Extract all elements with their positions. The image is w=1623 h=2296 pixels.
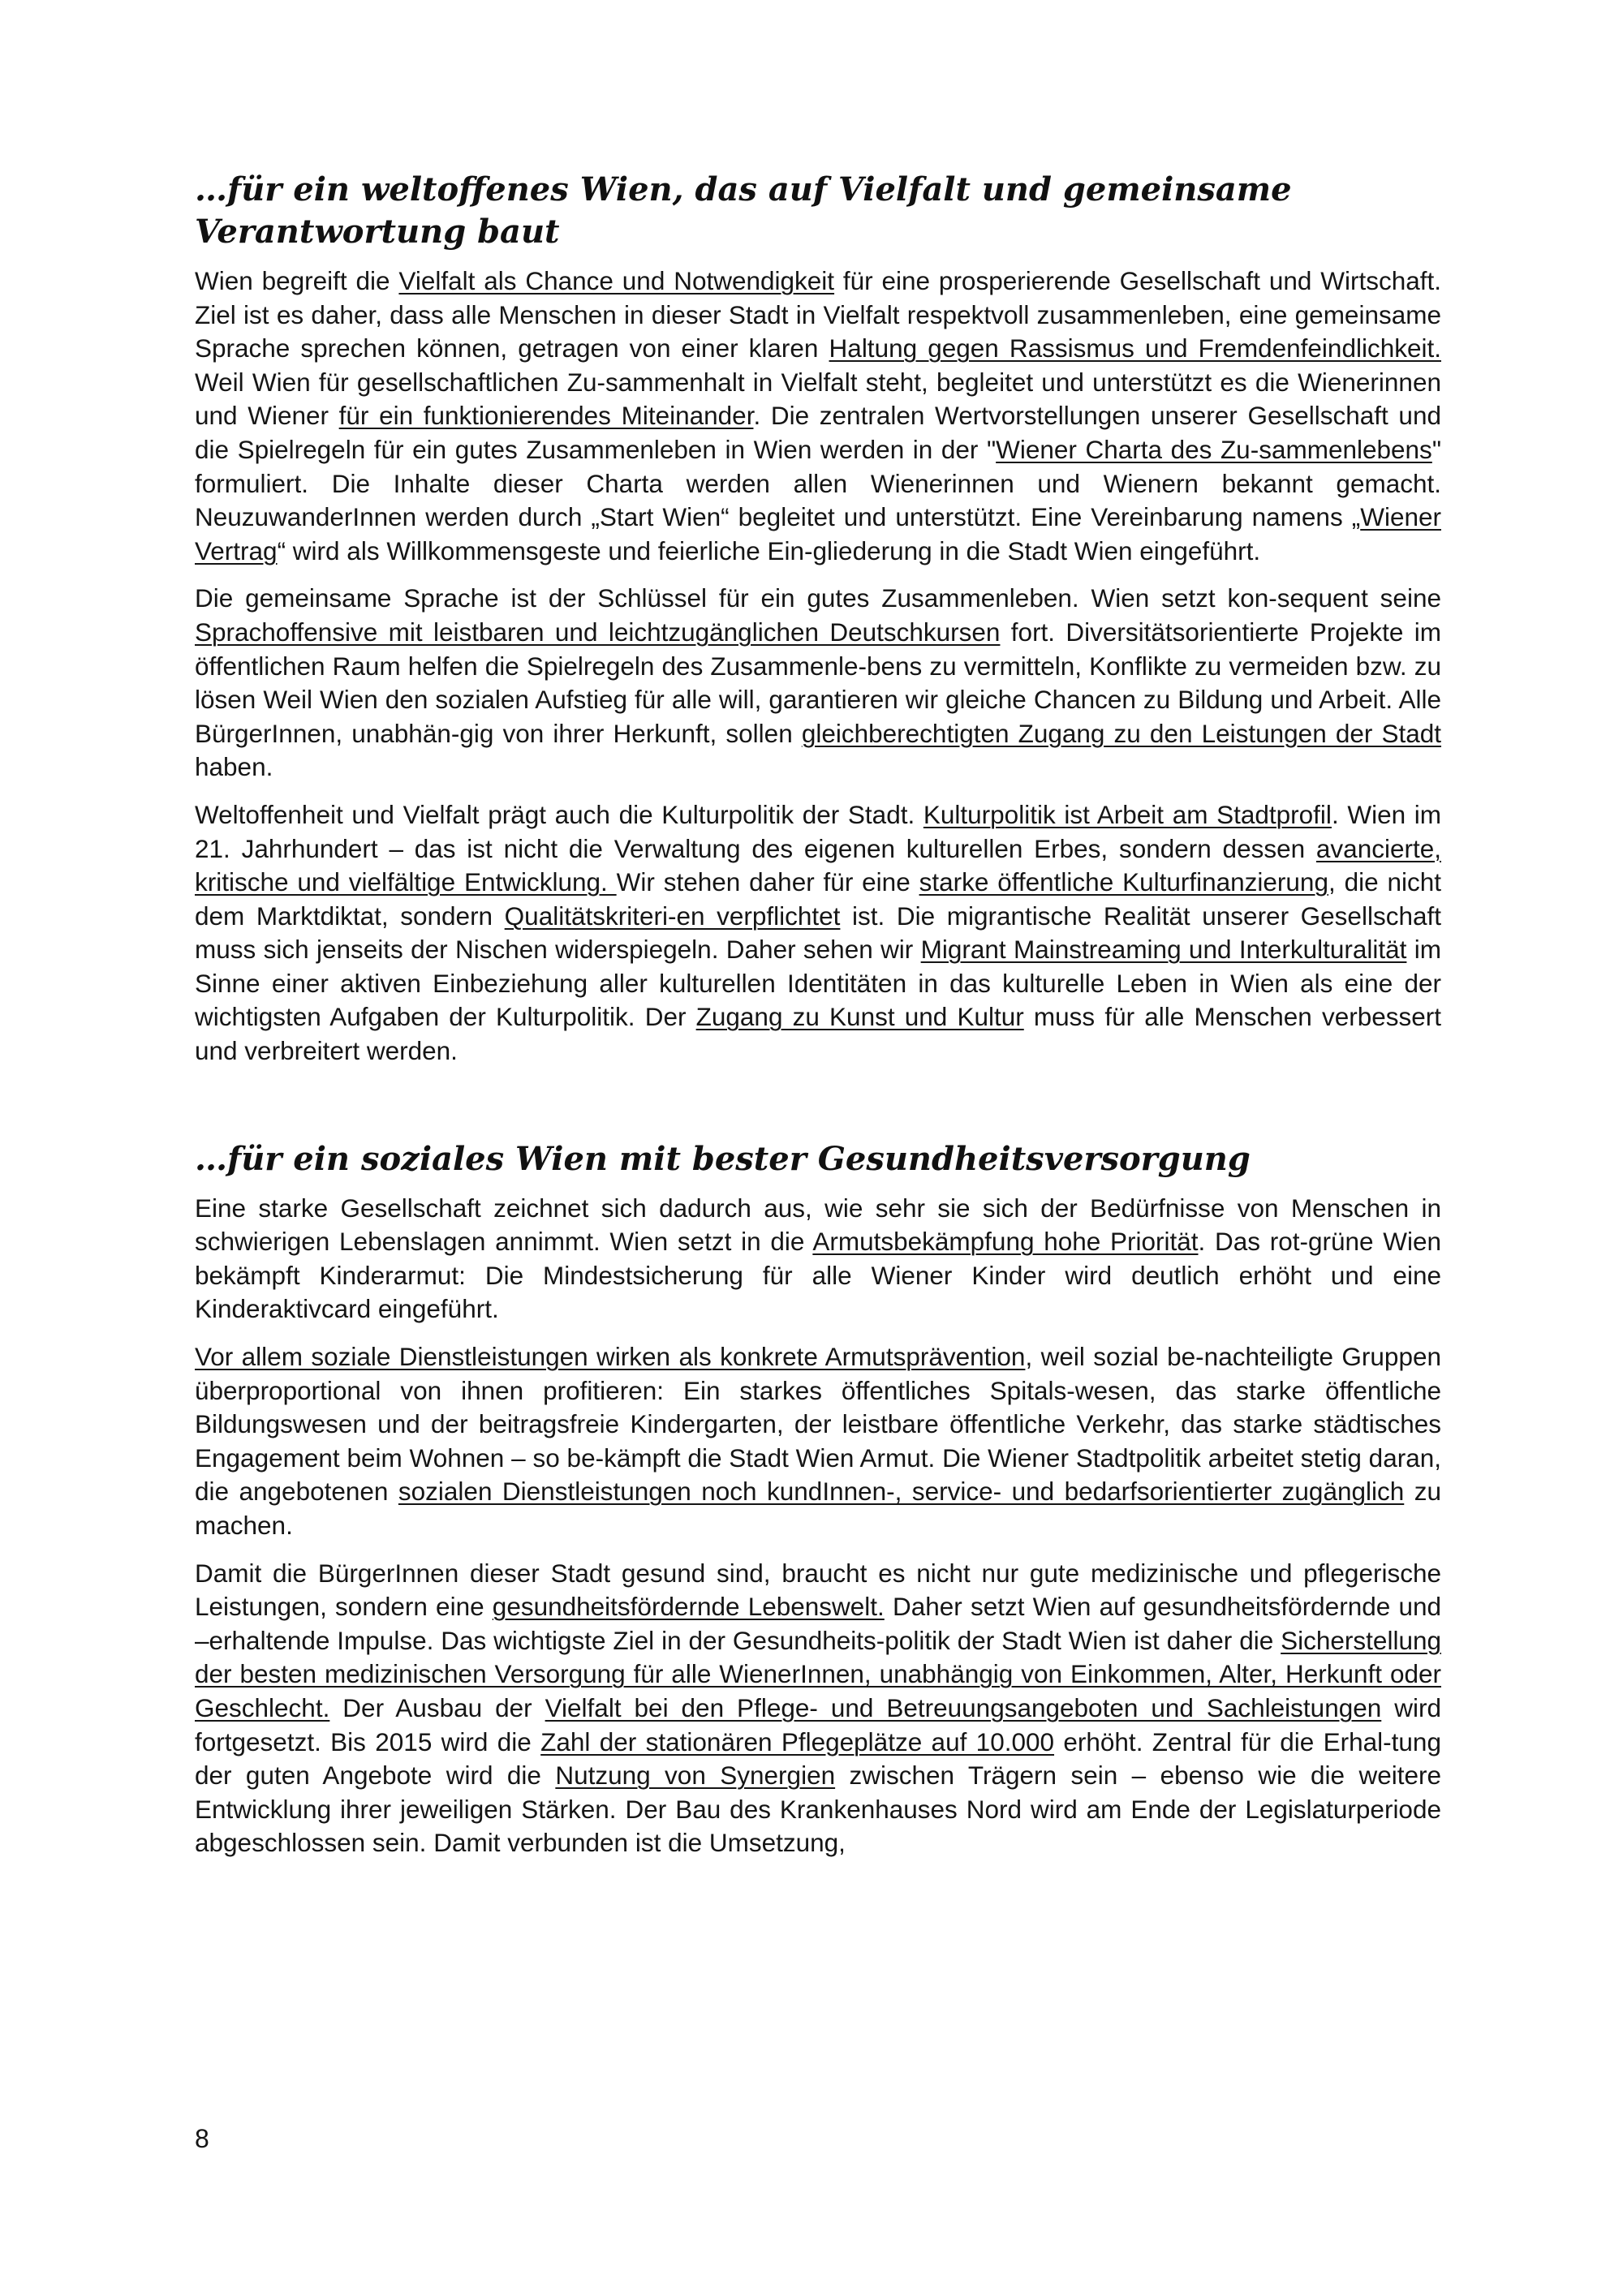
text-run: “ wird als Willkommensgeste und feierliche Ein-gliederung in die Stadt Wien eingeführt. bbox=[277, 535, 1261, 565]
section-heading: …für ein weltoffenes Wien, das auf Vielfalt und gemeinsame Verantwortung baut bbox=[195, 170, 1292, 251]
text-run: Wir stehen daher für eine bbox=[616, 867, 919, 897]
text-run: . Das rot-grüne Wien bekämpft Kinderarmut: Die Mindestsicherung für alle Wiener Kinder wird deutlich erhöht und eine Kinderaktivcard eingeführt. bbox=[195, 1227, 1441, 1324]
text-run: Weltoffenheit und Vielfalt prägt auch die Kulturpolitik der Stadt. bbox=[195, 799, 923, 829]
underlined-phrase: Sprachoffensive mit leistbaren und leichtzugänglichen Deutschkursen bbox=[195, 617, 1001, 647]
underlined-phrase: gleichberechtigten Zugang zu den Leistungen der Stadt bbox=[801, 718, 1442, 748]
text-run: Der Ausbau der bbox=[329, 1692, 545, 1722]
underlined-phrase: Wiener Vertrag bbox=[195, 502, 1441, 565]
text-run: erhöht. Zentral für die Erhal-tung der guten Angebote wird die bbox=[195, 1726, 1441, 1791]
underlined-phrase: Haltung gegen Rassismus und Fremdenfeindlichkeit. bbox=[829, 333, 1441, 363]
underlined-phrase: Vielfalt bei den Pflege- und Betreuungsangeboten und Sachleistungen bbox=[545, 1692, 1382, 1722]
page-number: 8 bbox=[195, 2124, 209, 2153]
section-soziales-wien bbox=[195, 1138, 1441, 1860]
underlined-phrase: Migrant Mainstreaming und Interkulturalität bbox=[920, 935, 1407, 965]
paragraph bbox=[195, 1192, 1441, 1326]
underlined-phrase: Zahl der stationären Pflegeplätze auf 10.000 bbox=[540, 1726, 1055, 1756]
text-run: , die nicht dem Marktdiktat, sondern bbox=[195, 867, 1442, 931]
underlined-phrase: starke öffentliche Kulturfinanzierung bbox=[919, 867, 1328, 897]
text-run: für eine prosperierende Gesellschaft und Wirtschaft. Ziel ist es daher, dass alle Menschen in dieser Stadt in Vielfalt respektvoll zusammenleben, eine gemeinsame Sprache sprechen können, getragen von einer klaren bbox=[195, 266, 1442, 363]
text-run: " formuliert. Die Inhalte dieser Charta werden allen Wienerinnen und Wienern bekannt gemacht. NeuzuwanderInnen werden durch „Start Wien“ begleitet und unterstützt. Eine Vereinbarung namens „ bbox=[195, 434, 1441, 532]
paragraph bbox=[195, 1557, 1441, 1860]
paragraph bbox=[195, 798, 1441, 1068]
underlined-phrase: Armutsbekämpfung hohe Priorität bbox=[812, 1227, 1199, 1257]
text-run: . Wien im 21. Jahrhundert – das ist nicht die Verwaltung des eigenen kulturellen Erbes, sondern dessen bbox=[195, 799, 1441, 863]
text-run: ist. Die migrantische Realität unserer Gesellschaft muss sich jenseits der Nischen widerspiegeln. Daher sehen wir bbox=[195, 901, 1441, 965]
underlined-phrase: Sicherstellung der besten medizinischen Versorgung für alle WienerInnen, unabhängig von Einkommen, Alter, Herkunft oder Geschlecht. bbox=[195, 1625, 1441, 1722]
underlined-phrase: avancierte, kritische und vielfältige Entwicklung. bbox=[195, 833, 1441, 897]
text-run: wird fortgesetzt. Bis 2015 wird die bbox=[195, 1692, 1441, 1756]
text-run: Weil Wien für gesellschaftlichen Zu-sammenhalt in Vielfalt steht, begleitet und unterstützt es die Wienerinnen und Wiener bbox=[195, 367, 1441, 431]
text-run: zu machen. bbox=[195, 1477, 1441, 1540]
text-run: im Sinne einer aktiven Einbeziehung aller kulturellen Identitäten in das kulturelle Leben in Wien als eine der wichtigsten Aufgaben der Kulturpolitik. Der bbox=[195, 935, 1441, 1032]
underlined-phrase: gesundheitsfördernde Lebenswelt. bbox=[492, 1592, 885, 1622]
paragraph bbox=[195, 1340, 1441, 1543]
page-content bbox=[195, 169, 1441, 1874]
text-run: . Die zentralen Wertvorstellungen unserer Gesellschaft und die Spielregeln für ein gutes Zusammenleben in Wien werden in der " bbox=[195, 401, 1441, 464]
underlined-phrase: Qualitätskriteri-en verpflichtet bbox=[504, 901, 841, 931]
text-run: Eine starke Gesellschaft zeichnet sich dadurch aus, wie sehr sie sich der Bedürfnisse von Menschen in schwierigen Lebenslagen annimmt. Wien setzt in die bbox=[195, 1193, 1441, 1257]
underlined-phrase: für ein funktionierendes Miteinander bbox=[338, 401, 754, 431]
text-run: , weil sozial be-nachteiligte Gruppen überproportional von ihnen profitieren: Ein starkes öffentliches Spitals-wesen, das starke öffentliche Bildungswesen und der beitragsfreie Kindergarten, der leistbare öffentliche Verkehr, das starke städtisches Engagement beim Wohnen – so be-kämpft die Stadt Wien Armut. Die Wiener Stadtpolitik arbeitet stetig daran, die angebotenen bbox=[195, 1342, 1442, 1507]
text-run: Damit die BürgerInnen dieser Stadt gesund sind, braucht es nicht nur gute medizinische und pflegerische Leistungen, sondern eine bbox=[195, 1558, 1441, 1622]
underlined-phrase: Vielfalt als Chance und Notwendigkeit bbox=[398, 266, 835, 295]
text-run: muss für alle Menschen verbessert und verbreitert werden. bbox=[195, 1002, 1442, 1066]
underlined-phrase: Zugang zu Kunst und Kultur bbox=[695, 1002, 1024, 1032]
paragraph bbox=[195, 264, 1441, 568]
underlined-phrase: Nutzung von Synergien bbox=[555, 1761, 836, 1791]
section-heading: …für ein soziales Wien mit bester Gesundheitsversorgung bbox=[195, 1139, 1251, 1178]
underlined-phrase: Vor allem soziale Dienstleistungen wirken als konkrete Armutsprävention bbox=[195, 1342, 1026, 1372]
text-run: haben. bbox=[195, 752, 273, 782]
section-weltoffenes-wien bbox=[195, 169, 1441, 1068]
text-run: fort. Diversitätsorientierte Projekte im öffentlichen Raum helfen die Spielregeln des Zusammenle-bens zu vermitteln, Konflikte zu vermeiden bzw. zu lösen Weil Wien den sozialen Aufstieg für alle will, garantieren wir gleiche Chancen zu Bildung und Arbeit. Alle BürgerInnen, unabhän-gig von ihrer Herkunft, sollen bbox=[195, 617, 1441, 748]
text-run: Wien begreift die bbox=[195, 266, 399, 295]
underlined-phrase: sozialen Dienstleistungen noch kundInnen-, service- und bedarfsorientierter zugänglich bbox=[398, 1477, 1405, 1507]
text-run: Daher setzt Wien auf gesundheitsfördernde und –erhaltende Impulse. Das wichtigste Ziel in der Gesundheits-politik der Stadt Wien ist daher die bbox=[195, 1592, 1441, 1655]
underlined-phrase: Kulturpolitik ist Arbeit am Stadtprofil bbox=[923, 799, 1332, 829]
underlined-phrase: Wiener Charta des Zu-sammenlebens bbox=[996, 434, 1432, 464]
text-run: zwischen Trägern sein – ebenso wie die weitere Entwicklung ihrer jeweiligen Stärken. Der Bau des Krankenhauses Nord wird am Ende der Legislaturperiode abgeschlossen sein. Damit verbunden ist die Umsetzung, bbox=[195, 1761, 1441, 1858]
text-run: Die gemeinsame Sprache ist der Schlüssel für ein gutes Zusammenleben. Wien setzt kon-sequent seine bbox=[195, 583, 1441, 613]
paragraph bbox=[195, 582, 1441, 785]
